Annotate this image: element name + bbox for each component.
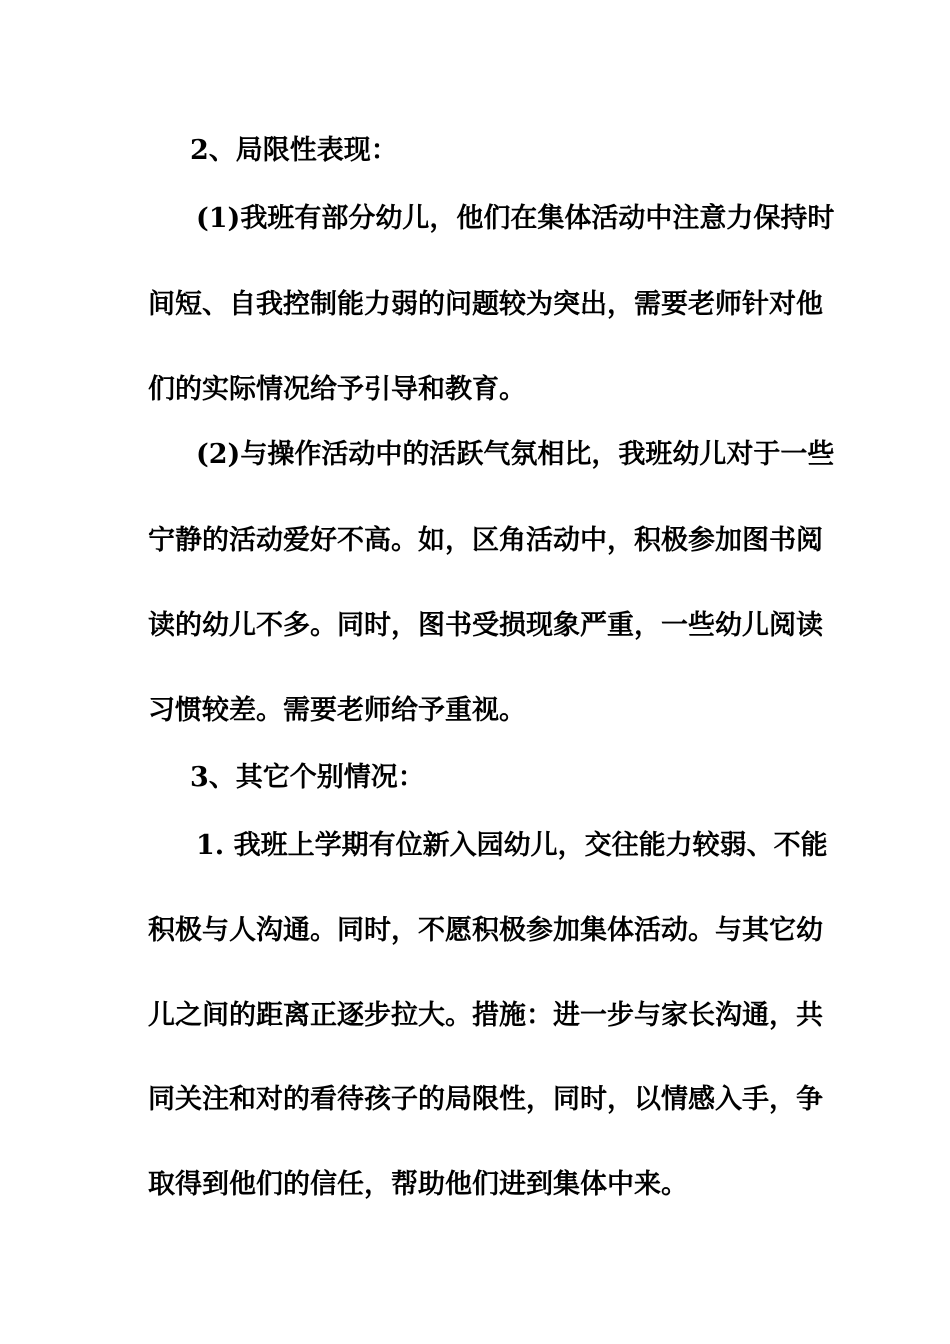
- paragraph-1-line-1: (1)我班有部分幼儿，他们在集体活动中注意力保持时: [196, 203, 835, 234]
- paragraph-3-line-1: 1. 我班上学期有位新入园幼儿，交往能力较弱、不能: [196, 830, 828, 861]
- paragraph-2-line-2: 宁静的活动爱好不高。如，区角活动中，积极参加图书阅: [148, 525, 823, 556]
- paragraph-1-line-2: 间短、自我控制能力弱的问题较为突出，需要老师针对他: [148, 289, 823, 320]
- paragraph-3-line-5: 取得到他们的信任，帮助他们进到集体中来。: [148, 1169, 688, 1200]
- paragraph-1-line-3: 们的实际情况给予引导和教育。: [148, 374, 526, 405]
- paragraph-2-line-4: 习惯较差。需要老师给予重视。: [148, 695, 526, 726]
- paragraph-2-line-1: (2)与操作活动中的活跃气氛相比，我班幼儿对于一些: [196, 439, 835, 470]
- paragraph-3-line-2: 积极与人沟通。同时，不愿积极参加集体活动。与其它幼: [148, 915, 823, 946]
- section-heading-other: 3、其它个别情况：: [190, 762, 425, 793]
- section-heading-limitations: 2、局限性表现：: [190, 135, 398, 166]
- paragraph-2-line-3: 读的幼儿不多。同时，图书受损现象严重，一些幼儿阅读: [148, 610, 823, 641]
- paragraph-3-line-4: 同关注和对的看待孩子的局限性，同时，以情感入手，争: [148, 1084, 823, 1115]
- paragraph-3-line-3: 儿之间的距离正逐步拉大。措施：进一步与家长沟通，共: [148, 1000, 823, 1031]
